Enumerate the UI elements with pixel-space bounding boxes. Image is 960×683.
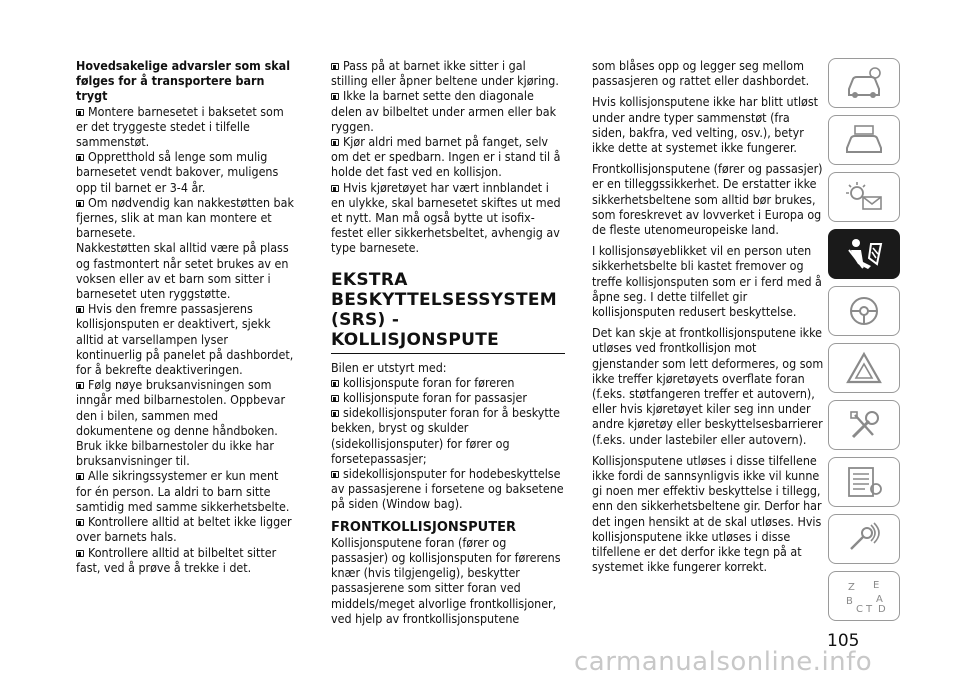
tab-maintenance[interactable] (828, 400, 900, 450)
bullet-icon (331, 380, 339, 387)
lights-mail-icon (841, 179, 887, 215)
item-text: sidekollisjonsputer foran for å beskytte bekken, bryst og skulder (sidekollisjonsputer) for fører og forsetepassasjer; (331, 405, 560, 466)
bullet-icon (76, 154, 84, 161)
bullet-icon (76, 109, 84, 116)
advice-list (76, 104, 294, 575)
tools-icon (841, 407, 887, 443)
airbag-list-item (331, 390, 565, 405)
item-text: kollisjonspute foran for passasjer (343, 390, 527, 406)
bullet-icon (76, 473, 84, 480)
index-letter: C (856, 604, 863, 614)
bullet-icon (331, 471, 339, 478)
frontal-airbags-text: Kollisjonsputene foran (fører og passasjer) og kollisjonsputen for førerens knær (hvis tilgjengelig), beskytter passasjerene som sitter foran ved middels/meget alvorlige frontkollisjoner, ved hjelp av frontkollisjonsputene (331, 534, 561, 626)
index-letter: T (866, 604, 873, 614)
paragraph: Hvis kollisjonsputene ikke har blitt utløst under andre typer sammenstøt (fra siden, bakfra, ved velting, osv.), betyr ikke dette at systemet ikke fungerer. (592, 94, 819, 156)
bullet-icon (331, 139, 339, 146)
item-text: Ikke la barnet sette den diagonale delen av bilbeltet under armen eller bak ryggen. (331, 88, 557, 134)
item-text: Hvis den fremre passasjerens kollisjonsputen er deaktivert, sjekk alltid at varsellampen lyser kontinuerlig på panelet på dashbordet, for å bekrefte deaktiveringen. (76, 301, 294, 378)
warning-triangle-icon (841, 350, 887, 386)
airbag-list (331, 375, 565, 512)
bullet-icon (76, 519, 84, 526)
bullet-icon (76, 306, 84, 313)
chapter-sidebar (828, 58, 906, 628)
paragraph: I kollisjonsøyeblikket vil en person uten sikkerhetsbelte bli kastet fremover og treffe kollisjonsputen som er i ferd med å åpne seg. I dette tilfellet gir kollisjonsputen redusert beskyttelse. (592, 243, 822, 320)
index-letter: B (846, 596, 853, 607)
tab-lights[interactable] (828, 172, 900, 222)
item-text: Hvis kjøretøyet har vært innblandet i en ulykke, skal barnesetet skiftes ut med et nytt. Man må også bytte ut isofix-festet eller sikkerhetsbeltet, avhengig av type barnesete. (331, 179, 561, 256)
bullet-icon (331, 395, 339, 402)
list-item (331, 58, 565, 88)
item-text: Kontrollere alltid at beltet ikke ligger over barnets hals. (76, 514, 292, 545)
index-letter: A (876, 594, 883, 605)
item-text: Montere barnesetet i baksetet som er det tryggeste stedet i tilfelle sammenstøt. (76, 103, 284, 150)
list-item (76, 545, 294, 575)
list-item (76, 377, 294, 468)
list-item (76, 104, 294, 150)
paragraph: Det kan skje at frontkollisjonsputene ikke utløses ved frontkollisjon mot gjenstander som lett deformeres, og som ikke treffer kjøretøyets overflate foran (f.eks. støtfangeren treffer et autovern), eller hvis kjøretøyet kiler seg inn under andre kjøretøy eller beskyttelsesbarrierer (f.eks. under lastebiler eller autovern). (592, 325, 824, 447)
item-text: Følg nøye bruksanvisningen som inngår med bilbarnestolen. Oppbevar den i bilen, sammen med dokumentene og denne håndboken. Bruk ikke bilbarnestoler du ikke har bruksanvisninger til. (76, 377, 286, 469)
tab-car-info[interactable] (828, 58, 900, 108)
list-item (331, 88, 565, 134)
item-text: Oppretthold så lenge som mulig barnesetet vendt bakover, muligens opp til barnet er 3-4 år. (76, 149, 279, 195)
page-number: 105 (827, 631, 860, 651)
bullet-icon (76, 550, 84, 557)
srs-title-line: BESKYTTELSESSYSTEM (331, 289, 557, 310)
list-item (76, 301, 294, 377)
bullet-icon (331, 185, 339, 192)
bullet-icon (76, 200, 84, 207)
car-info-icon (841, 65, 887, 101)
section-heading: Hovedsakelige advarsler som skal følges for å transportere barn trygt (76, 58, 291, 104)
item-text: Pass på at barnet ikke sitter i gal stilling eller åpner beltene under kjøring. (331, 58, 559, 89)
multimedia-icon (841, 521, 887, 557)
tab-index[interactable] (828, 571, 900, 621)
paragraph: Frontkollisjonsputene (fører og passasjer) er en tilleggssikkerhet. De erstatter ikke sikkerhetsbeltene som alltid bør brukes, som foreskrevet av lovverket i Europa og de fleste utenomeuropeiske land. (592, 161, 823, 238)
car-dashboard-icon (841, 122, 887, 158)
paragraph: Kollisjonsputene utløses i disse tilfellene ikke fordi de sannsynligvis ikke vil kunne gi noen mer effektiv beskyttelse i tillegg, enn den sikkerhetsbeltene gir. Derfor har det ingen hensikt at de skal utløses. Hvis kollisjonsputene ikke utløses i disse tilfellene er det derfor ikke tegn på at systemet ikke fungerer korrekt. (592, 452, 822, 575)
srs-title-line: EKSTRA (331, 269, 408, 290)
index-letter: E (873, 580, 880, 591)
column-3 (592, 58, 824, 575)
watermark: carmanualsonline.info (574, 647, 873, 677)
bullet-icon (331, 63, 339, 70)
list-item (331, 134, 565, 180)
column-2 (331, 58, 565, 626)
list-item (76, 468, 294, 514)
item-text: Kjør aldri med barnet på fanget, selv om det er spedbarn. Ingen er i stand til å holde det fast ved en kollisjon. (331, 134, 561, 180)
list-item (76, 195, 294, 241)
advice-list-continued (331, 58, 565, 256)
tab-multimedia[interactable] (828, 514, 900, 564)
item-text: Alle sikringssystemer er kun ment for én person. La aldri to barn sitte samtidig med samme sikkerhetsbelte. (76, 468, 290, 514)
airbag-list-item (331, 405, 565, 466)
item-text: kollisjonspute foran for føreren (343, 374, 515, 390)
list-item (331, 180, 565, 256)
item-text: Nakkestøtten skal alltid være på plass og fastmontert når setet brukes av en voksen eller av et barn som sitter i barnesetet uten ryggstøtte. (76, 240, 289, 302)
tab-safety[interactable] (828, 229, 900, 279)
bullet-icon (331, 410, 339, 417)
steering-wheel-icon (841, 293, 887, 329)
tab-emergency[interactable] (828, 343, 900, 393)
index-letter: Z (848, 582, 855, 593)
item-text: Om nødvendig kan nakkestøtten bak fjernes, slik at man kan montere et barnesete. (76, 194, 294, 241)
specifications-icon (841, 464, 887, 500)
index-letter: D (878, 604, 886, 614)
tab-dashboard[interactable] (828, 115, 900, 165)
paragraph: som blåses opp og legger seg mellom passasjeren og rattet eller dashbordet. (592, 58, 810, 89)
item-text: Kontrollere alltid at bilbeltet sitter fast, ved å prøve å trekke i det. (76, 544, 277, 575)
index-letters-icon (841, 578, 887, 614)
srs-title-line: (SRS) - KOLLISJONSPUTE (331, 310, 565, 354)
bullet-icon (76, 382, 84, 389)
frontal-airbags-title: FRONTKOLLISJONSPUTER (331, 519, 516, 535)
bullet-icon (331, 93, 339, 100)
srs-title (331, 270, 565, 354)
list-item (76, 514, 294, 544)
item-text: sidekollisjonsputer for hodebeskyttelse av passasjerene i forsetene og baksetene på siden (Window bag). (331, 466, 564, 512)
list-item (76, 149, 294, 195)
tab-driving[interactable] (828, 286, 900, 336)
intro-text: Bilen er utstyrt med: (331, 359, 447, 375)
list-item (76, 240, 294, 301)
tab-specifications[interactable] (828, 457, 900, 507)
airbag-list-item (331, 375, 565, 390)
airbag-list-item (331, 466, 565, 512)
seat-safety-icon (841, 236, 887, 272)
column-1 (76, 58, 294, 575)
